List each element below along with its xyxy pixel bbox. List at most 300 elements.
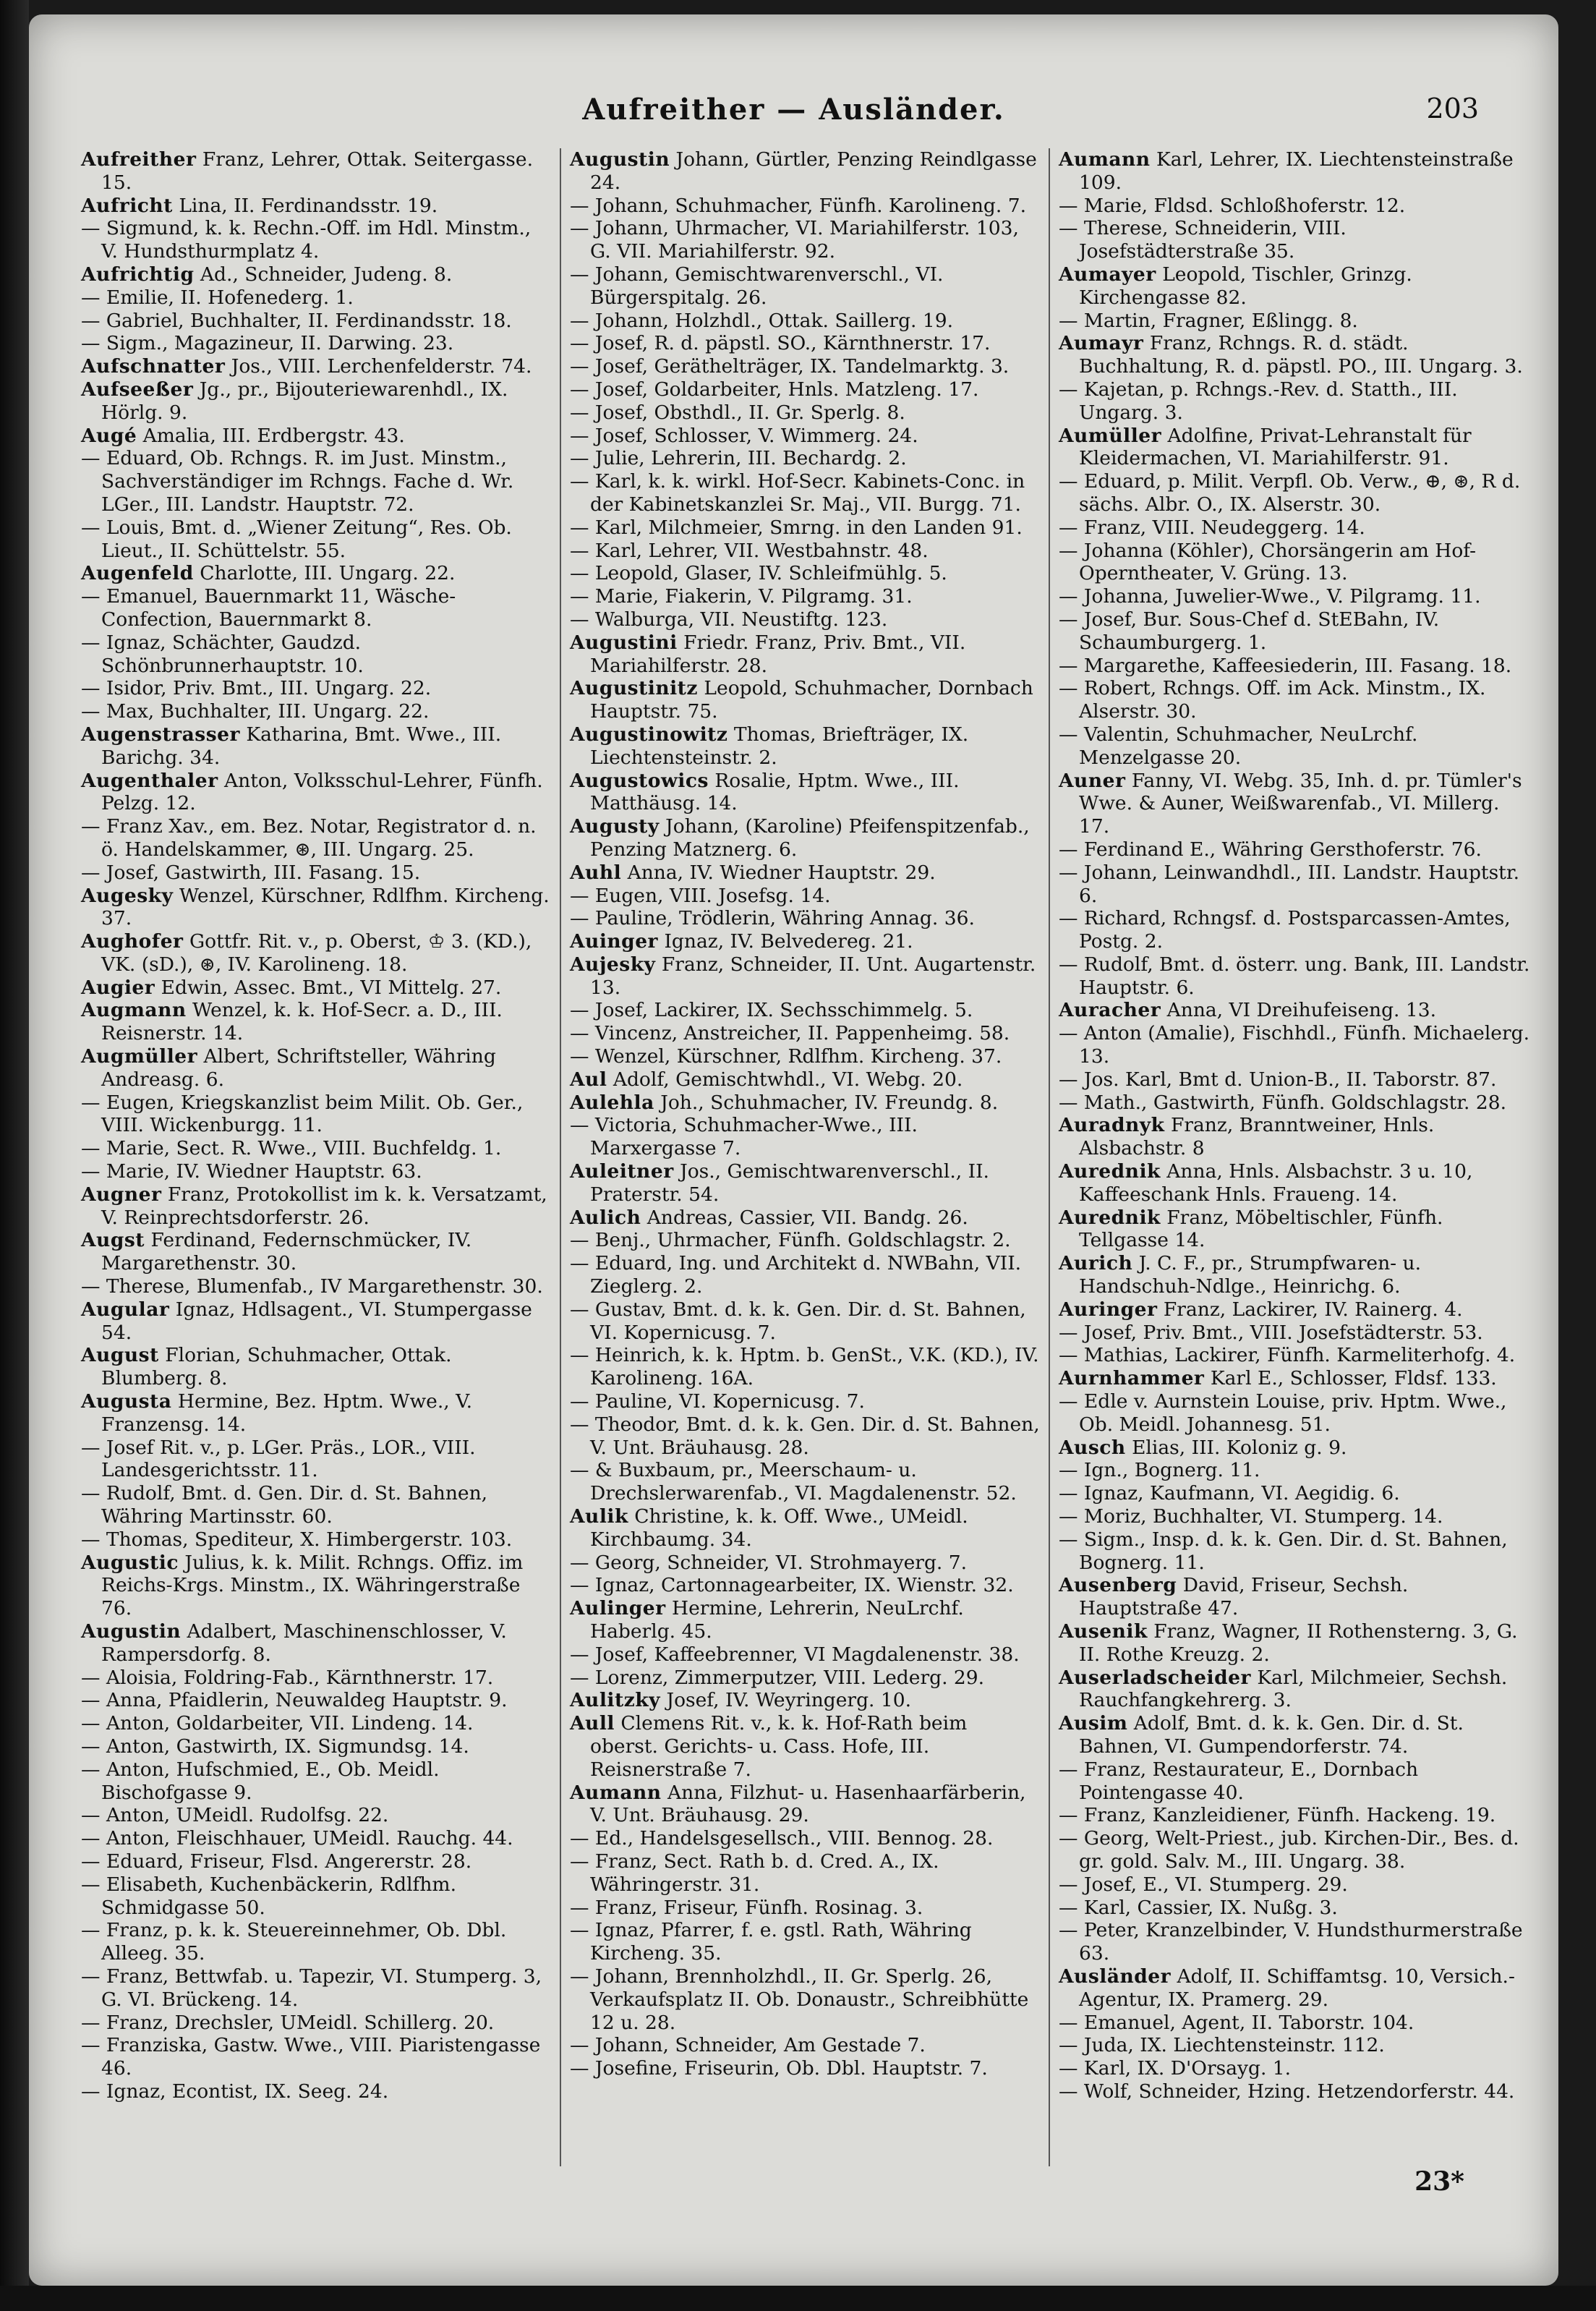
directory-entry	[81, 1689, 551, 1712]
entry-surname: Augular	[81, 1298, 170, 1321]
entry-details: — Karl, IX. D'Orsayg. 1.	[1059, 2057, 1292, 2080]
directory-entry	[81, 1183, 551, 1230]
directory-entry	[570, 930, 1040, 953]
entry-details: — Aloisia, Foldring-Fab., Kärnthnerstr. 17.	[81, 1666, 494, 1689]
entry-surname: Aughofer	[81, 930, 184, 953]
entry-details: — Eduard, p. Milit. Verpfl. Ob. Verw., ⊕, ⊛, R d. sächs. Albr. O., IX. Alserstr. 30.	[1059, 470, 1521, 516]
entry-details: Johann, (Karoline) Pfeifenspitzenfab., Penzing Matznerg. 6.	[590, 815, 1030, 861]
directory-entry	[1059, 1298, 1530, 1322]
directory-entry	[1059, 516, 1530, 540]
entry-details: Jos., Gemischtwarenverschl., II. Praterstr. 54.	[590, 1160, 989, 1206]
entry-details: — Anna, Pfaidlerin, Neuwaldeg Hauptstr. 9.	[81, 1689, 508, 1712]
directory-entry	[570, 953, 1040, 1000]
directory-entry	[81, 1804, 551, 1827]
directory-entry	[81, 631, 551, 678]
entry-surname: Aulich	[570, 1206, 641, 1229]
directory-entry	[570, 378, 1040, 401]
entry-details: — Marie, Sect. R. Wwe., VIII. Buchfeldg. 1.	[81, 1137, 502, 1160]
entry-surname: August	[81, 1344, 159, 1367]
entry-surname: Auringer	[1059, 1298, 1158, 1321]
entry-details: Jg., pr., Bijouteriewarenhdl., IX. Hörlg. 9.	[101, 378, 508, 424]
directory-entry	[1059, 1505, 1530, 1528]
directory-entry	[570, 585, 1040, 608]
directory-entry	[81, 2012, 551, 2035]
entry-details: Friedr. Franz, Priv. Bmt., VII. Mariahilferstr. 28.	[590, 631, 966, 677]
entry-details: — Kajetan, p. Rchngs.-Rev. d. Statth., III. Ungarg. 3.	[1059, 378, 1458, 424]
entry-surname: Auner	[1059, 769, 1126, 792]
directory-entry	[81, 1919, 551, 1965]
directory-entry	[1059, 1758, 1530, 1805]
entry-surname: Auhl	[570, 861, 622, 884]
entry-details: — Josef Rit. v., p. LGer. Präs., LOR., VIII. Landesgerichtsstr. 11.	[81, 1436, 476, 1482]
directory-entry	[1059, 470, 1530, 516]
directory-entry	[81, 217, 551, 263]
directory-entry	[81, 770, 551, 816]
entry-details: Adolf, II. Schiffamtsg. 10, Versich.-Agentur, IX. Pramerg. 29.	[1079, 1965, 1515, 2011]
directory-entry	[1059, 2080, 1530, 2103]
column-right	[1050, 148, 1539, 2166]
directory-entry	[570, 631, 1040, 678]
directory-entry	[570, 1390, 1040, 1413]
directory-entry	[570, 907, 1040, 930]
directory-entry	[570, 1689, 1040, 1712]
directory-entry	[570, 677, 1040, 723]
entry-details: Joh., Schuhmacher, IV. Freundg. 8.	[654, 1091, 999, 1114]
entry-details: Thomas, Briefträger, IX. Liechtensteinstr. 2.	[590, 723, 969, 769]
directory-entry	[570, 1252, 1040, 1298]
directory-entry	[1059, 1114, 1530, 1160]
entry-surname: Augusty	[570, 815, 660, 838]
entry-details: — Martin, Fragner, Eßlingg. 8.	[1059, 309, 1358, 332]
entry-details: — Josef, Schlosser, V. Wimmerg. 24.	[570, 424, 918, 447]
entry-surname: Augenthaler	[81, 769, 218, 792]
entry-details: Franz, Möbeltischler, Fünfh. Tellgasse 14.	[1079, 1206, 1443, 1252]
directory-entry	[81, 378, 551, 425]
entry-surname: Augustic	[81, 1551, 179, 1574]
directory-page	[29, 14, 1558, 2286]
entry-details: — Josefine, Friseurin, Ob. Dbl. Hauptstr. 7.	[570, 2057, 988, 2080]
entry-surname: Aulehla	[570, 1091, 654, 1114]
entry-details: Anna, Hnls. Alsbachstr. 3 u. 10, Kaffeeschank Hnls. Fraueng. 14.	[1079, 1160, 1473, 1206]
entry-surname: Aumann	[1059, 148, 1151, 171]
directory-entry	[81, 677, 551, 700]
entry-details: — Ignaz, Cartonnagearbeiter, IX. Wienstr. 32.	[570, 1574, 1014, 1597]
directory-entry	[1059, 1873, 1530, 1897]
entry-surname: Aufrichtig	[81, 263, 195, 286]
entry-details: — Ferdinand E., Währing Gersthoferstr. 76.	[1059, 838, 1482, 861]
entry-details: — Eugen, Kriegskanzlist beim Milit. Ob. Ger., VIII. Wickenburgg. 11.	[81, 1091, 524, 1137]
directory-entry	[81, 1712, 551, 1735]
entry-details: — Anton, Gastwirth, IX. Sigmundsg. 14.	[81, 1735, 469, 1758]
entry-details: — Ed., Handelsgesellsch., VIII. Bennog. 28.	[570, 1827, 994, 1850]
entry-details: — Math., Gastwirth, Fünfh. Goldschlagstr. 28.	[1059, 1091, 1506, 1114]
directory-entry	[81, 815, 551, 861]
directory-entry	[1059, 1091, 1530, 1115]
entry-surname: Aumüller	[1059, 424, 1162, 447]
directory-entry	[1059, 1344, 1530, 1367]
entry-surname: Augustinowitz	[570, 723, 728, 746]
directory-entry	[1059, 838, 1530, 861]
entry-details: — Anton, Goldarbeiter, VII. Lindeng. 14.	[81, 1712, 474, 1735]
directory-entry	[81, 1758, 551, 1805]
directory-entry	[1059, 1160, 1530, 1206]
entry-details: Katharina, Bmt. Wwe., III. Barichg. 34.	[101, 723, 502, 769]
directory-entry	[81, 2080, 551, 2103]
directory-entry	[81, 1482, 551, 1528]
entry-surname: Augustini	[570, 631, 678, 654]
entry-surname: Aulinger	[570, 1597, 666, 1620]
entry-surname: Augmüller	[81, 1045, 198, 1068]
directory-entry	[1059, 540, 1530, 586]
entry-details: — Jos. Karl, Bmt d. Union-B., II. Taborstr. 87.	[1059, 1068, 1497, 1091]
entry-details: Julius, k. k. Milit. Rchngs. Offiz. im Reichs-Krgs. Minstm., IX. Währingerstraße 76.	[101, 1551, 524, 1620]
directory-entry	[1059, 1712, 1530, 1758]
entry-details: — Georg, Schneider, VI. Strohmayerg. 7.	[570, 1551, 968, 1574]
entry-details: — Victoria, Schuhmacher-Wwe., III. Marxergasse 7.	[570, 1114, 918, 1160]
entry-details: Franz, Wagner, II Rothensterng. 3, G. II. Rothe Kreuzg. 2.	[1079, 1620, 1518, 1666]
entry-details: Hermine, Lehrerin, NeuLrchf. Haberlg. 45.	[590, 1597, 964, 1643]
directory-entry	[1059, 1528, 1530, 1575]
entry-details: — Franz, Drechsler, UMeidl. Schillerg. 20.	[81, 2011, 495, 2034]
entry-details: — Josef, R. d. päpstl. SO., Kärnthnerstr. 17.	[570, 332, 991, 355]
directory-entry	[81, 1045, 551, 1091]
entry-details: Adalbert, Maschinenschlosser, V. Rampersdorfg. 8.	[101, 1620, 507, 1666]
directory-entry	[570, 1206, 1040, 1230]
directory-entry	[570, 885, 1040, 908]
entry-details: — Johann, Schuhmacher, Fünfh. Karolineng. 7.	[570, 194, 1026, 217]
entry-details: — Josef, Priv. Bmt., VIII. Josefstädterstr. 53.	[1059, 1321, 1483, 1344]
entry-details: — Wenzel, Kürschner, Rdlfhm. Kircheng. 37.	[570, 1045, 1002, 1068]
entry-columns	[72, 148, 1540, 2166]
entry-details: Andreas, Cassier, VII. Bandg. 26.	[641, 1206, 968, 1229]
directory-entry	[81, 355, 551, 378]
entry-details: Franz, Lehrer, Ottak. Seitergasse. 15.	[101, 148, 534, 194]
entry-details: — Karl, Milchmeier, Smrng. in den Landen 91.	[570, 516, 1023, 539]
directory-entry	[81, 1275, 551, 1298]
directory-entry	[570, 1597, 1040, 1643]
entry-details: — Franz, Kanzleidiener, Fünfh. Hackeng. 19.	[1059, 1804, 1496, 1827]
entry-details: Gottfr. Rit. v., p. Oberst, ♔ 3. (KD.), VK. (sD.), ⊛, IV. Karolineng. 18.	[101, 930, 532, 976]
directory-entry	[81, 1552, 551, 1620]
directory-entry	[570, 2057, 1040, 2080]
entry-details: — Franz, Friseur, Fünfh. Rosinag. 3.	[570, 1896, 923, 1919]
entry-details: — Josef, Lackirer, IX. Sechsschimmelg. 5.	[570, 999, 973, 1022]
entry-details: — Franz Xav., em. Bez. Notar, Registrator d. n. ö. Handelskammer, ⊛, III. Ungarg. 25.	[81, 815, 537, 861]
directory-entry	[81, 1229, 551, 1275]
entry-surname: Aumayr	[1059, 332, 1144, 355]
entry-details: — Richard, Rchngsf. d. Postsparcassen-Amtes, Postg. 2.	[1059, 907, 1511, 953]
entry-details: Ignaz, Hdlsagent., VI. Stumpergasse 54.	[101, 1298, 532, 1344]
directory-entry	[570, 1459, 1040, 1505]
directory-entry	[570, 355, 1040, 378]
entry-details: — Josef, Geräthelträger, IX. Tandelmarktg. 3.	[570, 355, 1010, 378]
entry-details: Ferdinand, Federnschmücker, IV. Margarethenstr. 30.	[101, 1229, 472, 1275]
entry-details: — Marie, Fldsd. Schloßhoferstr. 12.	[1059, 194, 1406, 217]
directory-entry	[570, 1068, 1040, 1091]
directory-entry	[570, 540, 1040, 563]
directory-entry	[1059, 1965, 1530, 2012]
entry-details: Ignaz, IV. Belvedereg. 21.	[658, 930, 913, 953]
entry-details: Josef, IV. Weyringerg. 10.	[660, 1689, 912, 1712]
directory-entry	[1059, 723, 1530, 770]
entry-details: Franz, Schneider, II. Unt. Augartenstr. 13.	[590, 953, 1036, 999]
entry-details: — Valentin, Schuhmacher, NeuLrchf. Menzelgasse 20.	[1059, 723, 1418, 769]
entry-details: — Thomas, Spediteur, X. Himbergerstr. 103.	[81, 1528, 513, 1551]
entry-details: — Gustav, Bmt. d. k. k. Gen. Dir. d. St. Bahnen, VI. Kopernicusg. 7.	[570, 1298, 1026, 1344]
directory-entry	[81, 861, 551, 885]
entry-details: — Ignaz, Kaufmann, VI. Aegidig. 6.	[1059, 1482, 1400, 1505]
entry-details: — Franz, VIII. Neudeggerg. 14.	[1059, 516, 1365, 539]
entry-details: — Robert, Rchngs. Off. im Ack. Minstm., IX. Alserstr. 30.	[1059, 677, 1486, 723]
entry-details: — Johann, Brennholzhdl., II. Gr. Sperlg. 26, Verkaufsplatz II. Ob. Donaustr., Schreibhütte 12 u. 28.	[570, 1965, 1029, 2034]
directory-entry	[1059, 263, 1530, 310]
directory-entry	[570, 1344, 1040, 1390]
directory-entry	[1059, 953, 1530, 1000]
entry-details: Edwin, Assec. Bmt., VI Mittelg. 27.	[155, 976, 502, 999]
directory-entry	[570, 447, 1040, 470]
entry-surname: Ausim	[1059, 1712, 1128, 1735]
directory-entry	[570, 1827, 1040, 1850]
entry-surname: Aufschnatter	[81, 355, 226, 378]
directory-entry	[81, 1437, 551, 1483]
directory-entry	[570, 1022, 1040, 1045]
entry-surname: Aumayer	[1059, 263, 1156, 286]
directory-entry	[1059, 217, 1530, 263]
entry-surname: Augier	[81, 976, 155, 999]
entry-details: — Mathias, Lackirer, Fünfh. Karmeliterhofg. 4.	[1059, 1344, 1516, 1367]
entry-surname: Aulik	[570, 1505, 628, 1528]
directory-entry	[570, 425, 1040, 448]
directory-entry	[570, 217, 1040, 263]
entry-details: Hermine, Bez. Hptm. Wwe., V. Franzensg. 14.	[101, 1390, 473, 1436]
directory-entry	[81, 2034, 551, 2080]
entry-surname: Augenstrasser	[81, 723, 240, 746]
directory-entry	[81, 885, 551, 931]
entry-details: — Karl, Cassier, IX. Nußg. 3.	[1059, 1896, 1338, 1919]
entry-surname: Aumann	[570, 1781, 662, 1804]
entry-details: — Josef, Obsthdl., II. Gr. Sperlg. 8.	[570, 401, 905, 424]
entry-details: Lina, II. Ferdinandsstr. 19.	[172, 194, 438, 217]
running-title: Aufreither — Ausländer.	[582, 93, 1005, 127]
entry-details: Ad., Schneider, Judeng. 8.	[194, 263, 453, 286]
directory-entry	[81, 700, 551, 723]
entry-details: — Walburga, VII. Neustiftg. 123.	[570, 608, 888, 631]
directory-entry	[570, 1552, 1040, 1575]
entry-details: — Ignaz, Econtist, IX. Seeg. 24.	[81, 2080, 389, 2103]
signature-mark: 23*	[1414, 2166, 1464, 2197]
directory-entry	[81, 1091, 551, 1138]
directory-entry	[570, 1160, 1040, 1206]
entry-surname: Auserladscheider	[1059, 1666, 1251, 1689]
entry-details: — Eduard, Ob. Rchngs. R. im Just. Minstm., Sachverständiger im Rchngs. Fache d. Wr. LGer., III. Landstr. Hauptstr. 72.	[81, 447, 514, 516]
entry-details: — Johann, Schneider, Am Gestade 7.	[570, 2034, 926, 2057]
directory-entry	[570, 770, 1040, 816]
directory-entry	[570, 332, 1040, 355]
directory-entry	[570, 815, 1040, 861]
directory-entry	[1059, 1804, 1530, 1827]
directory-entry	[570, 861, 1040, 885]
entry-details: — Sigmund, k. k. Rechn.-Off. im Hdl. Minstm., V. Hundsthurmplatz 4.	[81, 217, 532, 263]
directory-entry	[81, 562, 551, 585]
entry-surname: Ausch	[1059, 1436, 1126, 1459]
entry-details: Franz, Lackirer, IV. Rainerg. 4.	[1157, 1298, 1463, 1321]
entry-details: Anna, Filzhut- u. Hasenhaarfärberin, V. Unt. Bräuhausg. 29.	[590, 1781, 1026, 1827]
directory-entry	[1059, 1068, 1530, 1091]
entry-details: — Josef, Goldarbeiter, Hnls. Matzleng. 17.	[570, 378, 979, 401]
directory-entry	[81, 1160, 551, 1183]
entry-details: Clemens Rit. v., k. k. Hof-Rath beim oberst. Gerichts- u. Cass. Hofe, III. Reisnerstraße 7.	[590, 1712, 968, 1781]
directory-entry	[81, 999, 551, 1045]
directory-entry	[81, 1667, 551, 1690]
entry-details: — Karl, Lehrer, VII. Westbahnstr. 48.	[570, 539, 929, 562]
directory-entry	[81, 585, 551, 631]
entry-details: Jos., VIII. Lerchenfelderstr. 74.	[225, 355, 532, 378]
entry-details: Amalia, III. Erdbergstr. 43.	[137, 424, 405, 447]
directory-entry	[81, 286, 551, 310]
directory-entry	[81, 332, 551, 355]
entry-details: — Marie, Fiakerin, V. Pilgramg. 31.	[570, 585, 913, 608]
directory-entry	[1059, 195, 1530, 218]
entry-surname: Auleitner	[570, 1160, 674, 1183]
directory-entry	[570, 1782, 1040, 1828]
directory-entry	[81, 195, 551, 218]
entry-details: David, Friseur, Sechsh. Hauptstraße 47.	[1079, 1574, 1409, 1620]
entry-surname: Aurednik	[1059, 1206, 1161, 1229]
directory-entry	[1059, 655, 1530, 678]
directory-entry	[1059, 907, 1530, 953]
entry-details: Anna, VI Dreihufeiseng. 13.	[1161, 999, 1437, 1022]
directory-entry	[570, 1850, 1040, 1897]
entry-details: Fanny, VI. Webg. 35, Inh. d. pr. Tümler's Wwe. & Auner, Weißwarenfab., VI. Millerg. 17.	[1079, 769, 1522, 838]
directory-entry	[81, 976, 551, 1000]
directory-entry	[1059, 332, 1530, 378]
scan-edge-bottom	[0, 2286, 1596, 2311]
entry-details: — Johanna (Köhler), Chorsängerin am Hof-Operntheater, V. Grüng. 13.	[1059, 539, 1477, 585]
directory-entry	[570, 1919, 1040, 1965]
entry-surname: Augustin	[81, 1620, 182, 1643]
directory-entry	[570, 1045, 1040, 1068]
entry-details: Anton, Volksschul-Lehrer, Fünfh. Pelzg. 12.	[101, 769, 543, 815]
entry-details: Charlotte, III. Ungarg. 22.	[193, 562, 456, 585]
entry-details: — Johann, Uhrmacher, VI. Mariahilferstr. 103, G. VII. Mariahilferstr. 92.	[570, 217, 1019, 263]
directory-entry	[570, 562, 1040, 585]
entry-surname: Ausenberg	[1059, 1574, 1177, 1597]
directory-entry	[81, 1827, 551, 1850]
directory-entry	[81, 1620, 551, 1667]
directory-entry	[570, 1091, 1040, 1115]
entry-details: — Therese, Schneiderin, VIII. Josefstädterstraße 35.	[1059, 217, 1347, 263]
directory-entry	[1059, 1206, 1530, 1253]
entry-surname: Augustin	[570, 148, 670, 171]
page-header	[29, 93, 1558, 136]
entry-details: Albert, Schriftsteller, Währing Andreasg. 6.	[101, 1045, 496, 1091]
entry-details: — Franz, Restaurateur, E., Dornbach Pointengasse 40.	[1059, 1758, 1419, 1804]
entry-surname: Augustinitz	[570, 677, 698, 700]
directory-entry	[1059, 2034, 1530, 2057]
entry-details: — Franziska, Gastw. Wwe., VIII. Piaristengasse 46.	[81, 2034, 541, 2080]
entry-surname: Augst	[81, 1229, 145, 1252]
directory-entry	[1059, 999, 1530, 1022]
entry-surname: Aujesky	[570, 953, 656, 976]
entry-surname: Aurednik	[1059, 1160, 1161, 1183]
entry-details: — Rudolf, Bmt. d. österr. ung. Bank, III. Landstr. Hauptstr. 6.	[1059, 953, 1530, 999]
entry-surname: Aufricht	[81, 194, 173, 217]
entry-details: — Emanuel, Agent, II. Taborstr. 104.	[1059, 2011, 1414, 2034]
entry-details: — Johanna, Juwelier-Wwe., V. Pilgramg. 11.	[1059, 585, 1481, 608]
entry-surname: Augenfeld	[81, 562, 194, 585]
directory-entry	[570, 999, 1040, 1022]
directory-entry	[570, 723, 1040, 770]
entry-details: Franz, Protokollist im k. k. Versatzamt, V. Reinprechtsdorferstr. 26.	[101, 1183, 547, 1229]
entry-details: — Franz, Sect. Rath b. d. Cred. A., IX. Währingerstr. 31.	[570, 1850, 939, 1896]
directory-entry	[570, 608, 1040, 631]
entry-details: — Julie, Lehrerin, III. Bechardg. 2.	[570, 447, 907, 470]
entry-details: — Pauline, VI. Kopernicusg. 7.	[570, 1390, 865, 1413]
directory-entry	[570, 470, 1040, 516]
directory-entry	[1059, 1322, 1530, 1345]
directory-entry	[570, 1574, 1040, 1597]
directory-entry	[1059, 1459, 1530, 1482]
directory-entry	[1059, 425, 1530, 471]
entry-details: Franz, Rchngs. R. d. städt. Buchhaltung, R. d. päpstl. PO., III. Ungarg. 3.	[1079, 332, 1523, 378]
column-middle	[561, 148, 1050, 2166]
entry-surname: Augner	[81, 1183, 162, 1206]
entry-details: Franz, Branntweiner, Hnls. Alsbachstr. 8	[1079, 1114, 1435, 1160]
directory-entry	[1059, 585, 1530, 608]
entry-details: — & Buxbaum, pr., Meerschaum- u. Drechslerwarenfab., VI. Magdalenenstr. 52.	[570, 1459, 1017, 1505]
entry-details: Wenzel, Kürschner, Rdlfhm. Kircheng. 37.	[101, 884, 550, 930]
directory-entry	[570, 1643, 1040, 1667]
directory-entry	[81, 930, 551, 976]
directory-entry	[1059, 1482, 1530, 1505]
directory-entry	[570, 401, 1040, 425]
directory-entry	[81, 723, 551, 770]
directory-entry	[1059, 1620, 1530, 1667]
entry-details: Leopold, Tischler, Grinzg. Kirchengasse 82.	[1079, 263, 1412, 309]
entry-details: Karl, Lehrer, IX. Liechtensteinstraße 109.	[1079, 148, 1514, 194]
entry-details: — Josef, Bur. Sous-Chef d. StEBahn, IV. Schaumburgerg. 1.	[1059, 608, 1440, 654]
entry-details: — Ign., Bognerg. 11.	[1059, 1459, 1260, 1482]
entry-details: — Therese, Blumenfab., IV Margarethenstr. 30.	[81, 1275, 543, 1298]
entry-details: — Josef, Kaffeebrenner, VI Magdalenenstr. 38.	[570, 1643, 1020, 1666]
entry-details: Elias, III. Koloniz g. 9.	[1125, 1436, 1347, 1459]
entry-surname: Auracher	[1059, 999, 1161, 1022]
entry-details: Karl E., Schlosser, Fldsf. 133.	[1204, 1367, 1497, 1390]
entry-surname: Augustowics	[570, 769, 709, 792]
directory-entry	[570, 1712, 1040, 1781]
entry-details: — Franz, Bettwfab. u. Tapezir, VI. Stumperg. 3, G. VI. Brückeng. 14.	[81, 1965, 542, 2011]
entry-details: — Edle v. Aurnstein Louise, priv. Hptm. Wwe., Ob. Meidl. Johannesg. 51.	[1059, 1390, 1507, 1436]
directory-entry	[570, 1298, 1040, 1345]
entry-details: Christine, k. k. Off. Wwe., UMeidl. Kirchbaumg. 34.	[590, 1505, 968, 1551]
directory-entry	[81, 1298, 551, 1345]
directory-entry	[81, 310, 551, 333]
entry-surname: Augusta	[81, 1390, 172, 1413]
directory-entry	[570, 1897, 1040, 1920]
entry-surname: Aufreither	[81, 148, 197, 171]
directory-entry	[1059, 1022, 1530, 1068]
entry-details: — Eduard, Friseur, Flsd. Angererstr. 28.	[81, 1850, 472, 1873]
directory-entry	[1059, 1667, 1530, 1713]
directory-entry	[1059, 1919, 1530, 1965]
entry-details: — Anton, Hufschmied, E., Ob. Meidl. Bischofgasse 9.	[81, 1758, 440, 1804]
entry-surname: Aurnhammer	[1059, 1367, 1205, 1390]
entry-details: — Gabriel, Buchhalter, II. Ferdinandsstr. 18.	[81, 309, 512, 332]
directory-entry	[570, 148, 1040, 195]
entry-details: — Pauline, Trödlerin, Währing Annag. 36.	[570, 907, 975, 930]
directory-entry	[1059, 1574, 1530, 1620]
entry-surname: Auradnyk	[1059, 1114, 1165, 1137]
